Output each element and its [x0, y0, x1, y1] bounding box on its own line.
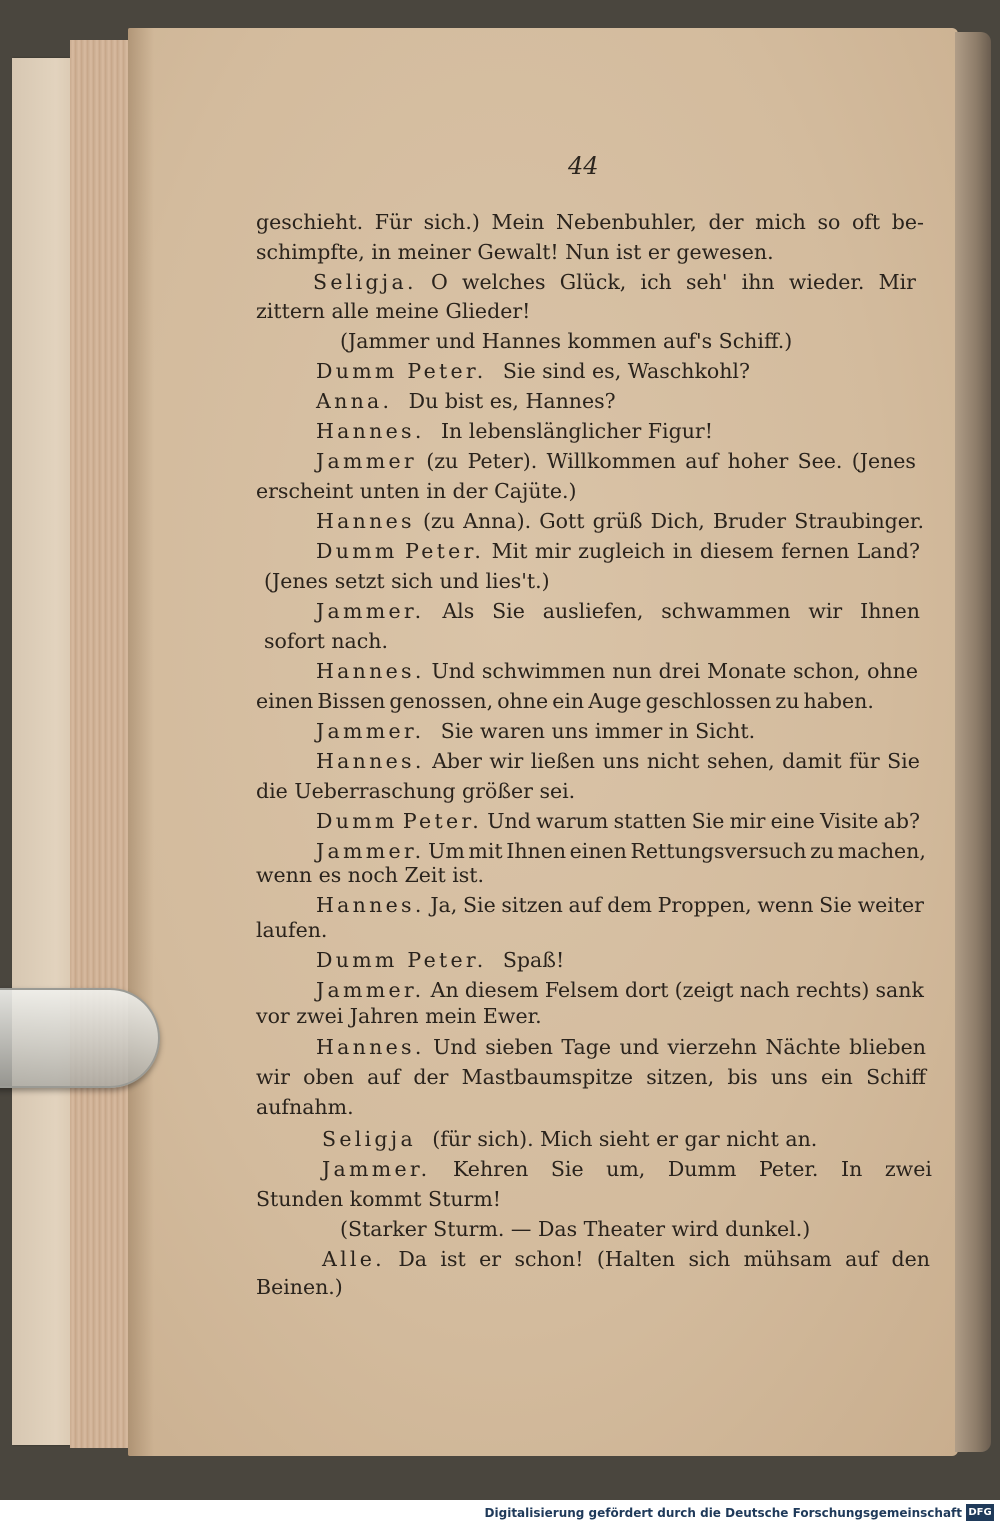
text-word: ließen [530, 749, 595, 773]
text-word: sieben [485, 1035, 553, 1059]
text-word: zu [810, 839, 835, 863]
text-word: Und [487, 809, 531, 833]
text-word: sitzen, [646, 1065, 715, 1089]
text-line [316, 1033, 926, 1061]
text-word: blieben [849, 1035, 926, 1059]
text-line [316, 417, 713, 445]
text-word: Auge [588, 689, 642, 713]
text-word: ist [440, 1247, 466, 1271]
text-word: in [672, 539, 693, 563]
text-word: der [708, 210, 744, 234]
text-line [256, 861, 498, 889]
text-word: Tage [561, 1035, 611, 1059]
text-word: (Jenes [851, 449, 916, 473]
footer-credit: Digitalisierung gefördert durch die Deutsche Forschungsgemeinschaft [484, 1506, 962, 1520]
line-text: Sie sind es, Waschkohl? [496, 359, 750, 383]
text-word: Land? [856, 539, 920, 563]
text-word: Sie [887, 749, 920, 773]
text-word: sitzen [501, 893, 563, 917]
line-text: (Jammer und Hannes kommen auf's Schiff.) [340, 329, 793, 353]
text-word: Hannes. [316, 1035, 425, 1059]
text-word: Dumm [316, 809, 398, 833]
text-word: Mein [491, 210, 545, 234]
text-word: welches [461, 270, 546, 294]
speaker-name: Dumm Peter. [316, 359, 497, 383]
text-word: Seligja. [313, 270, 417, 294]
speaker-name: Seligja [322, 1127, 426, 1151]
text-word: fernen [781, 539, 850, 563]
text-word: wir [256, 1065, 290, 1089]
text-word: sehen, [706, 749, 775, 773]
text-word: Aber [432, 749, 482, 773]
text-word: wieder. [788, 270, 865, 294]
text-line [256, 1063, 926, 1091]
speaker-name: Anna. [316, 389, 403, 413]
text-line [316, 657, 918, 685]
text-line [256, 1093, 366, 1121]
text-word: vierzehn [667, 1035, 757, 1059]
text-word: Sie [462, 893, 496, 917]
text-word: Gott [539, 509, 585, 533]
text-word: Nebenbuhler, [556, 210, 697, 234]
text-word: warum [536, 809, 609, 833]
text-word: dem [607, 893, 652, 917]
text-word: ohne [867, 659, 918, 683]
text-word: machen, [837, 839, 926, 863]
line-text: die Ueberraschung größer sei. [256, 779, 576, 803]
text-line [316, 597, 920, 625]
text-word: (zeigt [674, 978, 734, 1002]
line-text: (Starker Sturm. — Das Theater wird dunkel.) [340, 1217, 811, 1241]
line-text: Beinen.) [256, 1275, 343, 1299]
text-word: mir [729, 809, 766, 833]
text-word: ohne [497, 689, 549, 713]
text-word: uns [602, 749, 640, 773]
line-text: (Jenes setzt sich und lies't.) [264, 569, 550, 593]
text-word: Bissen [317, 689, 386, 713]
text-word: Für [374, 210, 412, 234]
text-word: Monate [707, 659, 787, 683]
text-line [313, 268, 916, 296]
text-word: Sie [492, 599, 525, 623]
text-word: Proppen, [657, 893, 752, 917]
text-word: Ihnen [860, 599, 920, 623]
text-line [256, 208, 924, 236]
text-word: Sie [550, 1157, 584, 1181]
text-word: Kehren [453, 1157, 529, 1181]
text-line [256, 687, 874, 715]
line-text: sofort nach. [264, 629, 388, 653]
text-word: Glück, [559, 270, 627, 294]
text-word: Hannes [316, 509, 415, 533]
dfg-logo: DFG [966, 1504, 994, 1521]
text-word: der [413, 1065, 449, 1089]
text-word: schwimmen [481, 659, 606, 683]
text-line [322, 1245, 930, 1273]
text-word: sich [688, 1247, 731, 1271]
text-word: Sie [819, 893, 852, 917]
text-word: eine [770, 809, 815, 833]
text-word: Mir [878, 270, 916, 294]
text-word: oben [303, 1065, 354, 1089]
text-word: auf [845, 1247, 879, 1271]
line-text: Stunden kommt Sturm! [256, 1187, 502, 1211]
text-word: Schiff [866, 1065, 926, 1089]
text-word: ihn [741, 270, 775, 294]
text-line [256, 1273, 358, 1301]
text-word: mich [755, 210, 806, 234]
text-word: Bruder [712, 509, 787, 533]
text-word: um, [606, 1157, 646, 1181]
text-line [316, 357, 750, 385]
text-word: ab? [883, 809, 920, 833]
text-word: Mit [491, 539, 528, 563]
text-word: Peter. [402, 809, 483, 833]
text-line [256, 1002, 572, 1030]
text-word: Anna). [463, 509, 532, 533]
text-word: In [840, 1157, 863, 1181]
text-word: (zu [426, 449, 459, 473]
text-line [316, 807, 920, 835]
line-text: (für sich). Mich sieht er gar nicht an. [425, 1127, 818, 1151]
text-line [316, 747, 920, 775]
text-word: See. [797, 449, 843, 473]
line-text: wenn es noch Zeit ist. [256, 863, 485, 887]
text-line [256, 777, 576, 805]
line-text: Sie waren uns immer in Sicht. [434, 719, 756, 743]
text-word: grüß [592, 509, 643, 533]
text-line [256, 1185, 528, 1213]
text-word: Jammer. [322, 1157, 431, 1181]
text-word: Peter). [467, 449, 538, 473]
text-word: Hannes. [316, 659, 425, 683]
text-word: Da [398, 1247, 428, 1271]
text-word: Und [433, 1035, 477, 1059]
text-word: sank [875, 978, 924, 1002]
text-word: Straubinger. [794, 509, 924, 533]
text-word: auf [367, 1065, 401, 1089]
text-word: für [849, 749, 880, 773]
text-word: (zu [423, 509, 456, 533]
text-word: Hannes. [316, 749, 425, 773]
text-line [316, 507, 924, 535]
text-word: zugleich [578, 539, 666, 563]
text-word: be- [891, 210, 924, 234]
line-text: laufen. [256, 918, 328, 942]
line-text: erscheint unten in der Cajüte.) [256, 479, 577, 503]
text-word: einen [569, 839, 627, 863]
line-text: schimpfte, in meiner Gewalt! Nun ist er gewesen. [256, 240, 774, 264]
text-word: wir [808, 599, 843, 623]
text-word: zu [775, 689, 800, 713]
text-word: seh' [685, 270, 728, 294]
text-line [316, 387, 620, 415]
text-word: Ja, [430, 893, 458, 917]
text-word: mühsam [743, 1247, 832, 1271]
text-word: und [619, 1035, 660, 1059]
text-word: geschieht. [256, 210, 364, 234]
text-word: mit [468, 839, 503, 863]
text-line [256, 916, 340, 944]
text-word: er [479, 1247, 502, 1271]
text-word: sich.) [423, 210, 480, 234]
text-word: mir [534, 539, 571, 563]
text-word: ein [820, 1065, 853, 1089]
line-text: zittern alle meine Glieder! [256, 299, 531, 323]
text-word: Jammer. [316, 599, 425, 623]
speaker-name: Jammer. [316, 719, 435, 743]
text-word: Jammer [316, 449, 417, 473]
text-line [322, 1125, 846, 1153]
line-text: vor zwei Jahren mein Ewer. [256, 1004, 542, 1028]
text-word: Peter. [758, 1157, 819, 1181]
text-word: ausliefen, [542, 599, 644, 623]
text-line [264, 627, 388, 655]
text-word: so [817, 210, 841, 234]
text-word: statten [613, 809, 687, 833]
text-word: Sie [691, 809, 725, 833]
text-word: Alle. [322, 1247, 385, 1271]
speaker-name: Dumm Peter. [316, 948, 497, 972]
text-word: An [430, 978, 459, 1002]
text-word: einen [256, 689, 314, 713]
text-line [316, 447, 916, 475]
text-word: Dumm [316, 539, 398, 563]
text-line [256, 238, 822, 266]
text-word: damit [782, 749, 842, 773]
text-word: drei [658, 659, 701, 683]
text-line [256, 297, 531, 325]
text-line [322, 1155, 932, 1183]
line-text: In lebenslänglicher Figur! [434, 419, 713, 443]
text-line [316, 537, 920, 565]
text-line [264, 567, 548, 595]
text-word: O [430, 270, 448, 294]
text-word: zwei [884, 1157, 932, 1181]
text-word: wir [489, 749, 524, 773]
text-word: Dumm [667, 1157, 737, 1181]
text-word: Als [442, 599, 475, 623]
text-word: dort [624, 978, 669, 1002]
text-word: schon! [514, 1247, 584, 1271]
line-text: aufnahm. [256, 1095, 354, 1119]
text-word: auf [568, 893, 602, 917]
text-word: Felsem [544, 978, 619, 1002]
text-word: rechts) [795, 978, 870, 1002]
text-word: schwammen [661, 599, 791, 623]
text-word: haben. [803, 689, 874, 713]
text-line [340, 1215, 848, 1243]
text-word: diesem [699, 539, 774, 563]
text-word: Jammer. [316, 978, 425, 1002]
text-word: Ihnen [506, 839, 567, 863]
text-word: oft [851, 210, 881, 234]
text-word: Hannes. [316, 893, 425, 917]
text-line [340, 327, 822, 355]
line-text: Spaß! [496, 948, 565, 972]
text-word: Jammer. [316, 839, 425, 863]
text-word: Und [431, 659, 476, 683]
text-word: ein [552, 689, 585, 713]
text-word: geschlossen [645, 689, 772, 713]
text-word: ich [640, 270, 672, 294]
text-word: (Halten [596, 1247, 676, 1271]
text-word: auf [685, 449, 719, 473]
text-word: wenn [757, 893, 814, 917]
text-word: Peter. [405, 539, 485, 563]
page-number: 44 [568, 152, 599, 180]
speaker-name: Hannes. [316, 419, 435, 443]
text-word: bis [727, 1065, 758, 1089]
text-word: Mastbaumspitze [461, 1065, 633, 1089]
text-line [316, 976, 924, 1004]
text-line [316, 946, 568, 974]
line-text: Du bist es, Hannes? [402, 389, 616, 413]
text-word: Um [428, 839, 465, 863]
text-word: nicht [646, 749, 700, 773]
text-word: nach [739, 978, 790, 1002]
text-word: schon, [793, 659, 861, 683]
text-word: Rettungsversuch [630, 839, 807, 863]
text-word: diesem [464, 978, 539, 1002]
text-word: nun [612, 659, 652, 683]
text-line [256, 477, 576, 505]
text-word: uns [770, 1065, 808, 1089]
text-word: Visite [819, 809, 879, 833]
text-line [316, 717, 778, 745]
text-word: Nächte [765, 1035, 841, 1059]
text-line [316, 891, 924, 919]
text-word: Dich, [650, 509, 705, 533]
text-word: genossen, [389, 689, 494, 713]
text-word: hoher [727, 449, 789, 473]
text-word: Willkommen [546, 449, 676, 473]
text-word: weiter [857, 893, 924, 917]
text-word: den [891, 1247, 930, 1271]
